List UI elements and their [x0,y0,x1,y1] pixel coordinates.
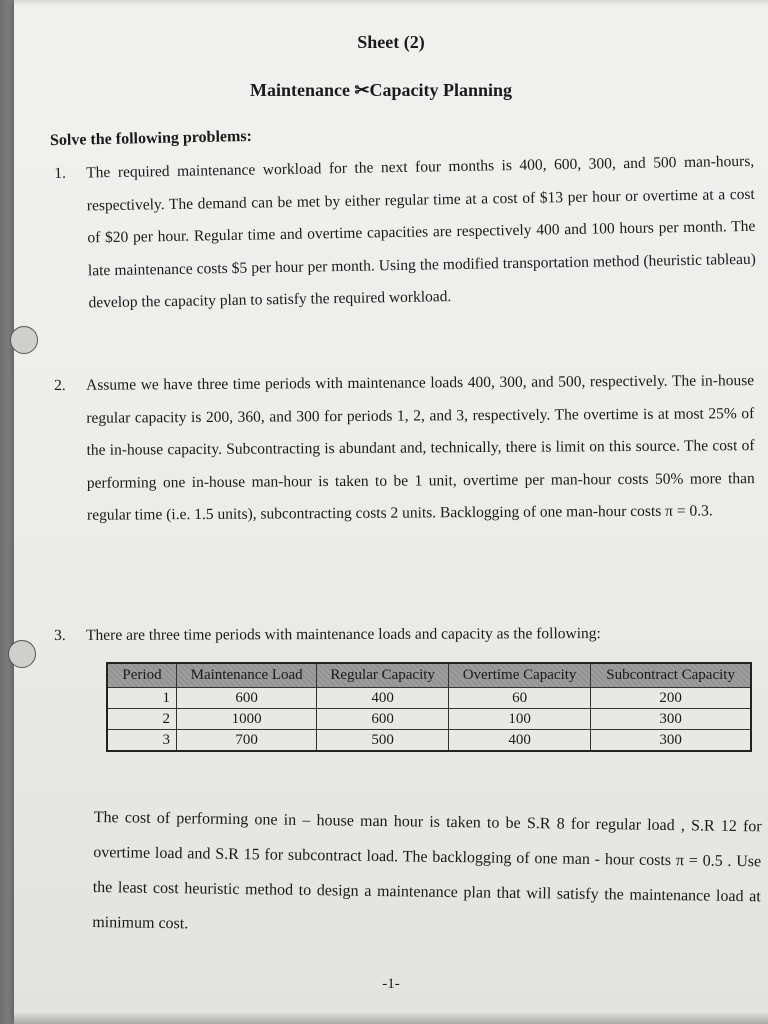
table-header-cell: Maintenance Load [177,663,317,688]
problem-3 [54,618,754,653]
table-header-cell: Regular Capacity [317,663,449,688]
table-cell: 3 [107,730,177,752]
problem-2 [54,365,755,532]
table-cell: 600 [177,688,317,709]
table-cell: 500 [317,730,449,752]
table-header-cell: Period [107,663,177,688]
page-number: -1- [382,976,400,992]
table-cell: 300 [591,730,751,752]
problem-text: There are three time periods with maintenance loads and capacity as the following: [86,625,601,644]
table-cell: 600 [317,709,449,730]
table-row [107,709,751,730]
table-cell: 700 [177,730,317,752]
table-cell: 60 [448,688,590,709]
table-header-cell: Overtime Capacity [448,663,590,688]
punch-hole-top [10,326,38,354]
table-header-row [107,663,751,688]
table-cell: 400 [448,730,590,752]
table-row [107,730,751,752]
problem-number: 2. [54,376,66,394]
paper-bottom-edge [14,1012,768,1024]
table-header-cell: Subcontract Capacity [591,663,751,688]
punch-hole-bottom [8,640,36,668]
table-cell: 1 [107,688,177,709]
table-cell: 200 [591,688,751,709]
table-cell: 2 [107,709,177,730]
problem-text: Assume we have three time periods with maintenance loads 400, 300, and 500, respectively. The in-house regular capacity is 200, 360, and 300 for periods 1, 2, and 3, respectively. The overtime is at most 25% of the in-house capacity. Subcontracting is abundant and, technically, there is limit on this source. The cost of performing one in-house man-hour is taken to be 1 unit, overtime per man-hour costs 50% more than regular time (i.e. 1.5 units), subcontracting costs 2 units. Backlogging of one man-hour costs π = 0.3. [86,372,755,524]
problem-number: 1. [54,164,67,182]
document-subtitle: Maintenance ✂Capacity Planning [249,80,513,100]
table-cell: 300 [591,709,751,730]
paper-top-edge [14,0,768,6]
problem-1 [54,146,757,321]
problem-3-paragraph: The cost of performing one in – house man hour is taken to be S.R 8 for regular load , S.R 12 for overtime load and S.R 15 for subcontract load. The backlogging of one man - hour costs π = 0.5 . Use the least cost heuristic method to design a maintenance plan that will satisfy the maintenance load at minimum cost. [92,808,762,933]
problem-number: 3. [54,626,66,644]
table-cell: 1000 [177,709,317,730]
capacity-table [106,662,752,752]
table-cell: 400 [317,688,449,709]
sheet-title: Sheet (2) [357,32,425,52]
paper-sheet [14,0,768,1024]
problem-text: The required maintenance workload for the next four months is 400, 600, 300, and 500 man-hours, respectively. The demand can be met by either regular time at a cost of $13 per hour or overtime at a cost of $20 per hour. Regular time and overtime capacities are respectively 400 and 100 hours per month. The late maintenance costs $5 per hour per month. Using the modified transportation method (heuristic tableau) develop the capacity plan to satisfy the required workload. [86,152,757,312]
section-heading: Solve the following problems: [49,127,253,150]
table-cell: 100 [448,709,590,730]
table-row [107,688,751,709]
